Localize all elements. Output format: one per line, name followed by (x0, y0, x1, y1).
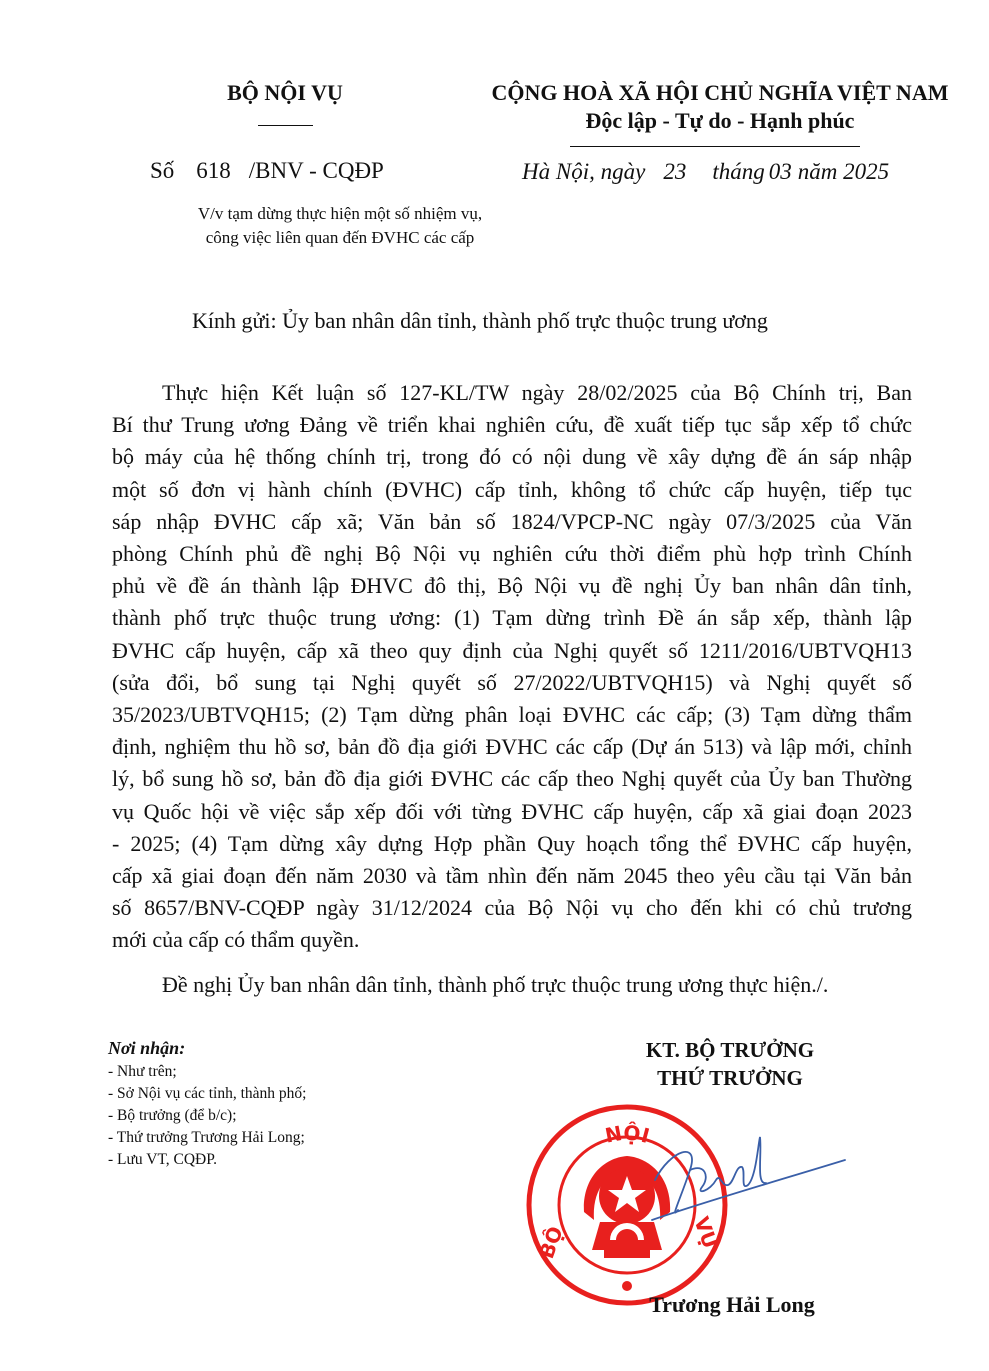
body-line: sáp nhập ĐVHC cấp xã; Văn bản số 1824/VPCP-NC ngày 07/3/2025 của Văn (112, 508, 912, 534)
addressee: Kính gửi: Ủy ban nhân dân tỉnh, thành phố trực thuộc trung ương (192, 308, 768, 333)
body-line: bộ máy của hệ thống chính trị, trong đó có nội dung về xây dựng đề án sáp nhập (112, 444, 912, 470)
year-label: năm 2025 (797, 159, 890, 184)
document-number (150, 158, 384, 184)
handwritten-signature (650, 1125, 850, 1235)
signer-title-2: THỨ TRƯỞNG (657, 1066, 803, 1090)
body-line: mới của cấp có thẩm quyền. (112, 927, 360, 953)
body-line: - 2025; (4) Tạm dừng xây dựng Hợp phần Quy hoạch tổng thể ĐVHC cấp huyện, (112, 830, 912, 856)
motto-underline (570, 146, 860, 147)
date-day: 23 (663, 159, 687, 184)
body-line: định, nghiệm thu hồ sơ, bản đồ địa giới ĐVHC các cấp (Dự án 513) và lập mới, chỉnh (112, 734, 912, 760)
body-line: Bí thư Trung ương Đảng về triển khai nghiên cứu, đề xuất tiếp tục sắp xếp tổ chức (112, 412, 912, 438)
seal-text-left: BỘ (534, 1223, 568, 1262)
recipient-item: - Như trên; (108, 1063, 177, 1080)
seal-text-top: NỘI (603, 1120, 653, 1148)
body-line: phủ về đề án thành lập ĐHVC đô thị, Bộ Nội vụ đề nghị Ủy ban nhân dân tỉnh, (112, 573, 912, 599)
agency-underline (258, 125, 313, 126)
recipient-item: - Bộ trưởng (để b/c); (108, 1107, 237, 1124)
subject-line-2: công việc liên quan đến ĐVHC các cấp (205, 228, 475, 247)
body-line: số 8657/BNV-CQĐP ngày 31/12/2024 của Bộ Nội vụ cho đến khi có chủ trương (112, 895, 912, 921)
national-title: CỘNG HOÀ XÃ HỘI CHỦ NGHĨA VIỆT NAM (491, 80, 949, 105)
doc-number-prefix: Số (150, 158, 175, 183)
recipient-item: - Sở Nội vụ các tỉnh, thành phố; (108, 1085, 307, 1102)
recipient-item: - Thứ trưởng Trương Hải Long; (108, 1129, 305, 1146)
issuing-agency: BỘ NỘI VỤ (227, 80, 343, 105)
place-and-date (522, 159, 889, 185)
body-line: vụ Quốc hội về việc sắp xếp đối với từng ĐVHC cấp huyện, cấp xã giai đoạn 2023 (112, 798, 912, 824)
svg-text:NỘI (603, 1121, 652, 1148)
body-line: phòng Chính phủ đề nghị Bộ Nội vụ nghiên cứu thời điểm phù hợp trình Chính (112, 541, 912, 566)
month-label: tháng (712, 159, 765, 184)
place-label: Hà Nội, ngày (522, 159, 646, 184)
seal-text-right: VỤ (689, 1213, 723, 1252)
subject-line-1: V/v tạm dừng thực hiện một số nhiệm vụ, (197, 204, 483, 223)
body-paragraph-2: Đề nghị Ủy ban nhân dân tỉnh, thành phố trực thuộc trung ương thực hiện./. (162, 972, 829, 997)
body-line: cấp xã giai đoạn đến năm 2030 và tầm nhìn đến năm 2045 theo yêu cầu tại Văn bản (112, 863, 912, 888)
body-line: Thực hiện Kết luận số 127-KL/TW ngày 28/02/2025 của Bộ Chính trị, Ban (162, 380, 912, 405)
body-line: một số đơn vị hành chính (ĐVHC) cấp tỉnh, không tổ chức cấp huyện, tiếp tục (112, 476, 912, 502)
doc-number-value: 618 (196, 158, 231, 183)
national-motto: Độc lập - Tự do - Hạnh phúc (585, 108, 855, 133)
signer-title-1: KT. BỘ TRƯỞNG (645, 1038, 815, 1062)
date-month: 03 (768, 159, 792, 184)
body-line: thành phố trực thuộc trung ương: (1) Tạm dừng trình Đề án sắp xếp, thành lập (112, 605, 912, 631)
doc-number-suffix: /BNV - CQĐP (248, 158, 384, 183)
body-line: 35/2023/UBTVQH15; (2) Tạm dừng phân loại ĐVHC các cấp; (3) Tạm dừng thẩm (112, 702, 912, 727)
signer-name: Trương Hải Long (649, 1292, 815, 1317)
body-line: (sửa đổi, bổ sung tại Nghị quyết số 27/2022/UBTVQH15) và Nghị quyết số (112, 669, 912, 695)
document-subject (180, 202, 500, 250)
recipient-item: - Lưu VT, CQĐP. (108, 1151, 218, 1168)
body-line: ĐVHC cấp huyện, cấp xã theo quy định của Nghị quyết số 1211/2016/UBTVQH13 (112, 637, 912, 663)
body-line: lý, bổ sung hồ sơ, bản đồ địa giới ĐVHC các cấp theo Nghị quyết của Ủy ban Thường (112, 766, 912, 792)
recipients-title: Nơi nhận: (108, 1038, 186, 1058)
